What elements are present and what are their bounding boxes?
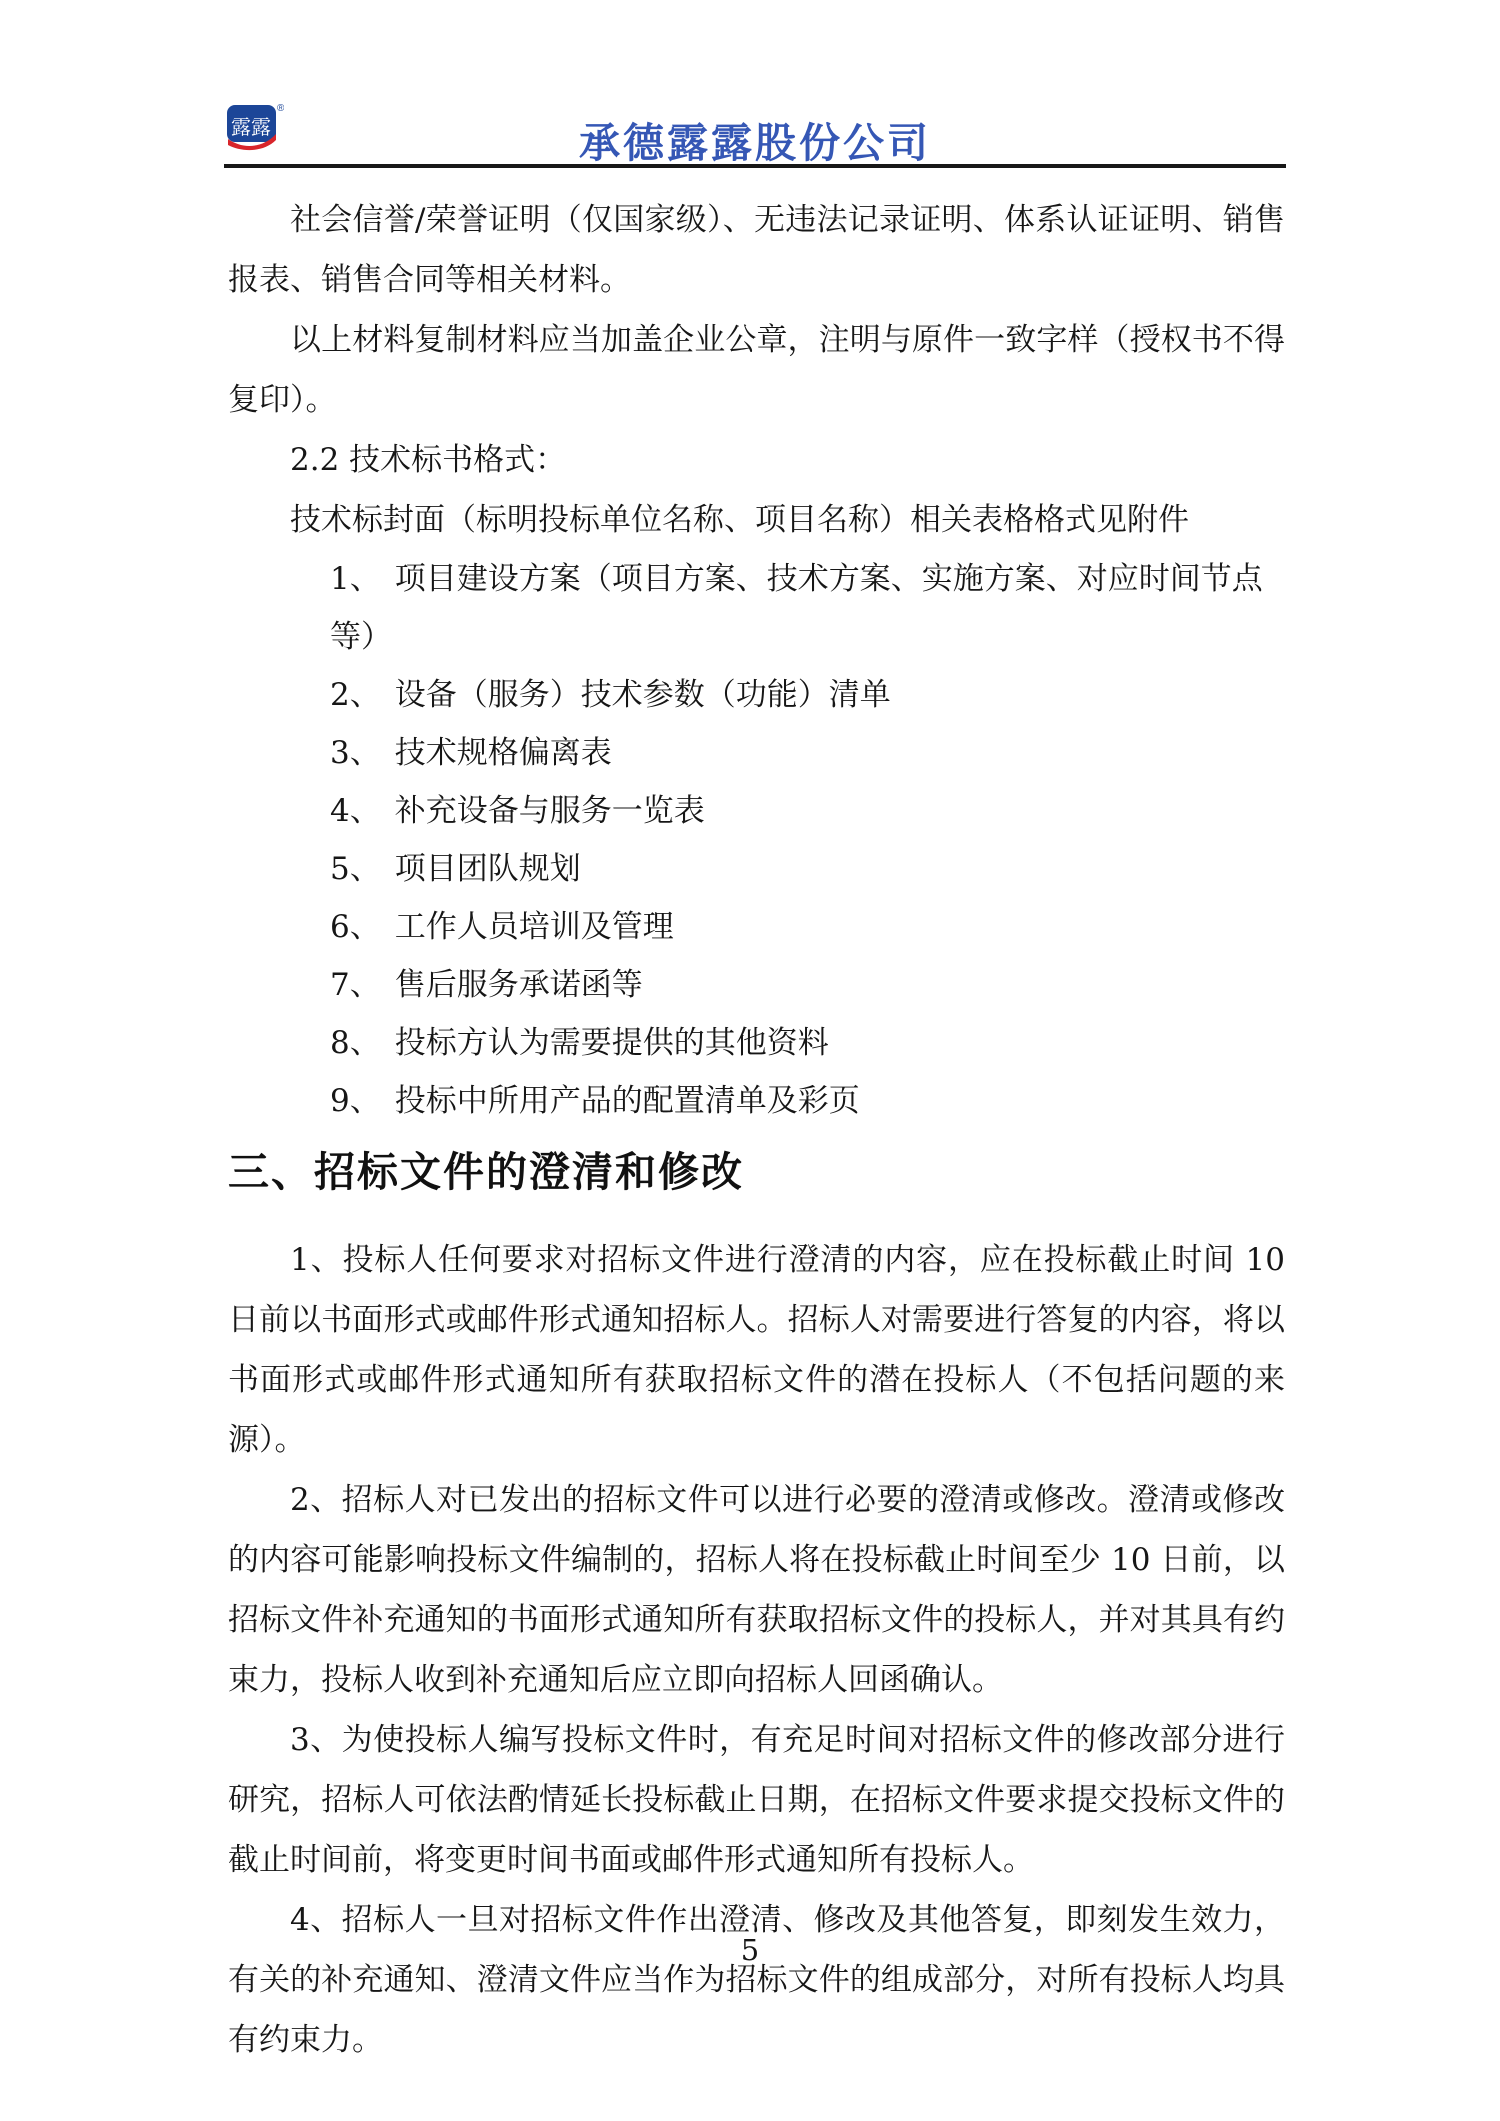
list-item-text: 投标中所用产品的配置清单及彩页 (394, 1083, 860, 1119)
list-item-number: 8、 (330, 1025, 381, 1061)
list-item-text: 项目团队规划 (394, 851, 581, 887)
list-item-number: 7、 (330, 967, 381, 1003)
list-item-text: 项目建设方案（项目方案、技术方案、实施方案、对应时间节点等） (330, 561, 1263, 655)
tech-cover-paragraph: 技术标封面（标明投标单位名称、项目名称）相关表格格式见附件 (290, 502, 1189, 538)
tech-doc-list-item (228, 550, 1285, 666)
materials-paragraph: 社会信誉/荣誉证明（仅国家级）、无违法记录证明、体系认证证明、销售报表、销售合同等相关材料。 (228, 202, 1285, 298)
tech-doc-list-item (228, 956, 1285, 1014)
list-item-number: 9、 (330, 1083, 381, 1119)
clarification-paragraph: 2、招标人对已发出的招标文件可以进行必要的澄清或修改。澄清或修改的内容可能影响投标文件编制的，招标人将在投标截止时间至少 10 日前，以招标文件补充通知的书面形式通知所有获取招标文件的投标人，并对其具有约束力，投标人收到补充通知后应立即向招标人回函确认。 (228, 1482, 1285, 1698)
list-item-text: 工作人员培训及管理 (394, 909, 674, 945)
list-item-text: 售后服务承诺函等 (394, 967, 643, 1003)
tech-doc-list-item (228, 1014, 1285, 1072)
page-number: 5 (740, 1933, 760, 1967)
seal-requirement-paragraph: 以上材料复制材料应当加盖企业公章，注明与原件一致字样（授权书不得复印）。 (228, 322, 1285, 418)
list-item-number: 3、 (330, 735, 381, 771)
tech-doc-list-item (228, 666, 1285, 724)
tech-format-subheading: 2.2 技术标书格式： (290, 442, 567, 478)
list-item-text: 补充设备与服务一览表 (394, 793, 705, 829)
list-item-number: 2、 (330, 677, 381, 713)
section-heading: 三、招标文件的澄清和修改 (228, 1149, 744, 1195)
tech-doc-list-item (228, 782, 1285, 840)
tech-doc-list (228, 550, 1285, 1130)
list-item-number: 5、 (330, 851, 381, 887)
registered-mark: ® (277, 103, 284, 114)
company-name: 承德露露股份公司 (579, 120, 931, 166)
page-header (224, 0, 1286, 168)
tech-doc-list-item (228, 1072, 1285, 1130)
list-item-number: 1、 (330, 561, 381, 597)
tech-doc-list-item (228, 724, 1285, 782)
list-item-text: 技术规格偏离表 (394, 735, 612, 771)
tech-doc-list-item (228, 898, 1285, 956)
list-item-number: 6、 (330, 909, 381, 945)
list-item-text: 投标方认为需要提供的其他资料 (394, 1025, 829, 1061)
document-body (228, 190, 1285, 2070)
tech-doc-list-item (228, 840, 1285, 898)
clarification-paragraph: 4、招标人一旦对招标文件作出澄清、修改及其他答复，即刻发生效力，有关的补充通知、澄清文件应当作为招标文件的组成部分，对所有投标人均具有约束力。 (228, 1902, 1285, 2058)
clarification-paragraph: 3、为使投标人编写投标文件时，有充足时间对招标文件的修改部分进行研究，招标人可依法酌情延长投标截止日期，在招标文件要求提交投标文件的截止时间前，将变更时间书面或邮件形式通知所有投标人。 (228, 1722, 1285, 1878)
clarification-paragraph: 1、投标人任何要求对招标文件进行澄清的内容，应在投标截止时间 10 日前以书面形式或邮件形式通知招标人。招标人对需要进行答复的内容，将以书面形式或邮件形式通知所有获取招标文件的潜在投标人（不包括问题的来源）。 (228, 1242, 1285, 1458)
list-item-number: 4、 (330, 793, 381, 829)
logo-characters: 露露 (231, 115, 271, 139)
list-item-text: 设备（服务）技术参数（功能）清单 (394, 677, 891, 713)
